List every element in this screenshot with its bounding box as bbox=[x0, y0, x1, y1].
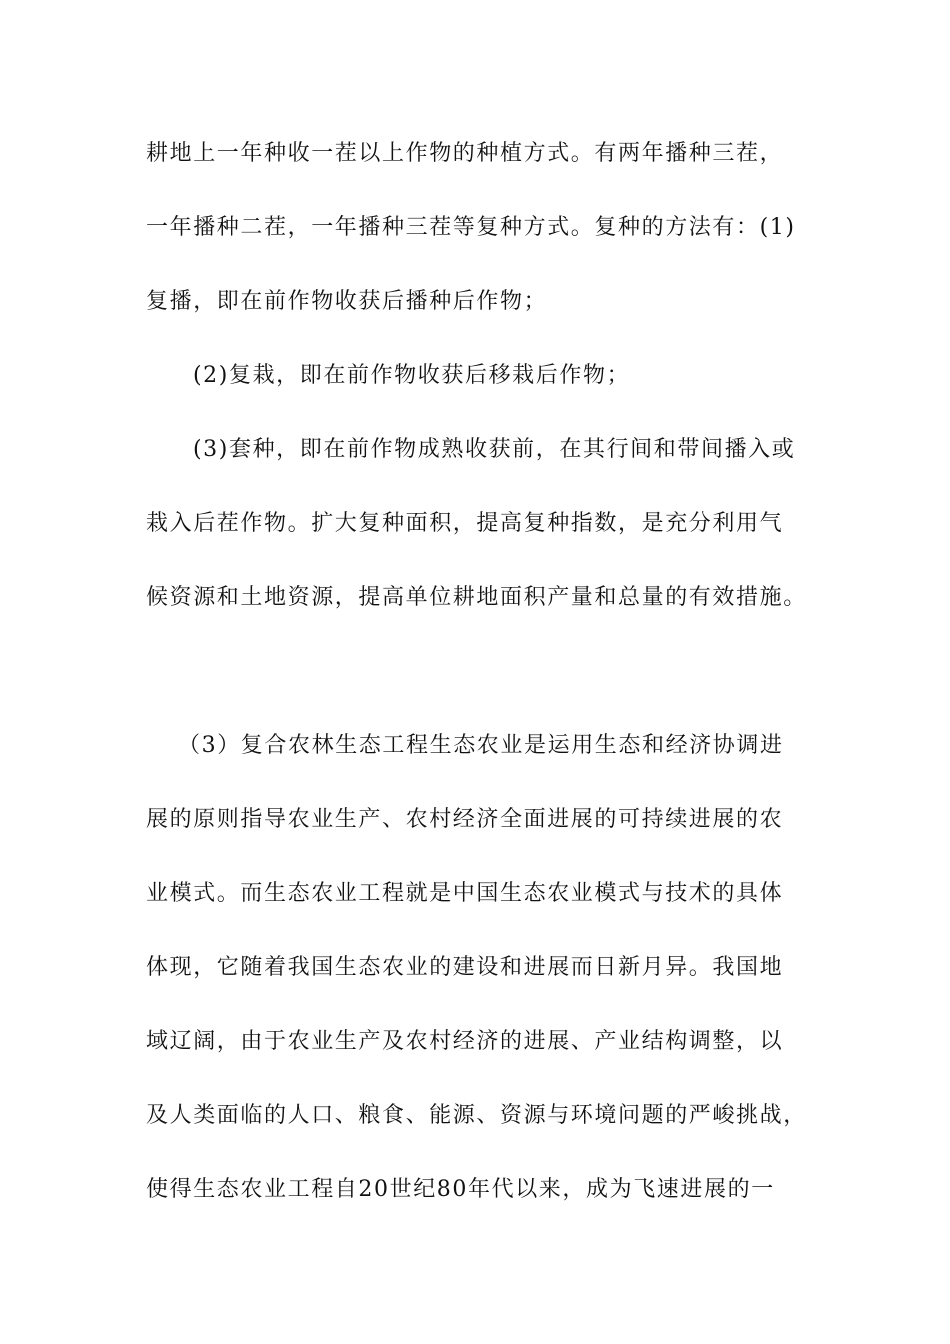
text-line: 展的原则指导农业生产、农村经济全面进展的可持续进展的农 bbox=[146, 807, 784, 832]
text-line: 及人类面临的人口、粮食、能源、资源与环境问题的严峻挑战， bbox=[146, 1103, 807, 1128]
text-line: 栽入后茬作物。扩大复种面积，提高复种指数，是充分利用气 bbox=[146, 511, 784, 536]
text-line: 一年播种二茬，一年播种三茬等复种方式。复种的方法有：(1) bbox=[146, 215, 796, 240]
text-line: 耕地上一年种收一茬以上作物的种植方式。有两年播种三茬， bbox=[146, 141, 784, 166]
text-line: 复播，即在前作物收获后播种后作物； bbox=[146, 289, 548, 314]
text-line: 业模式。而生态农业工程就是中国生态农业模式与技术的具体 bbox=[146, 881, 784, 906]
text-line: 候资源和土地资源，提高单位耕地面积产量和总量的有效措施。 bbox=[146, 585, 807, 610]
section-heading-line: （3）复合农林生态工程生态农业是运用生态和经济协调进 bbox=[178, 733, 784, 758]
text-line: 使得生态农业工程自20世纪80年代以来，成为飞速进展的一 bbox=[146, 1177, 775, 1202]
list-item-2: (2)复栽，即在前作物收获后移栽后作物； bbox=[193, 363, 631, 388]
list-item-3: (3)套种，即在前作物成熟收获前，在其行间和带间播入或 bbox=[193, 437, 796, 462]
text-line: 域辽阔，由于农业生产及农村经济的进展、产业结构调整，以 bbox=[146, 1029, 784, 1054]
text-line: 体现，它随着我国生态农业的建设和进展而日新月异。我国地 bbox=[146, 955, 784, 980]
